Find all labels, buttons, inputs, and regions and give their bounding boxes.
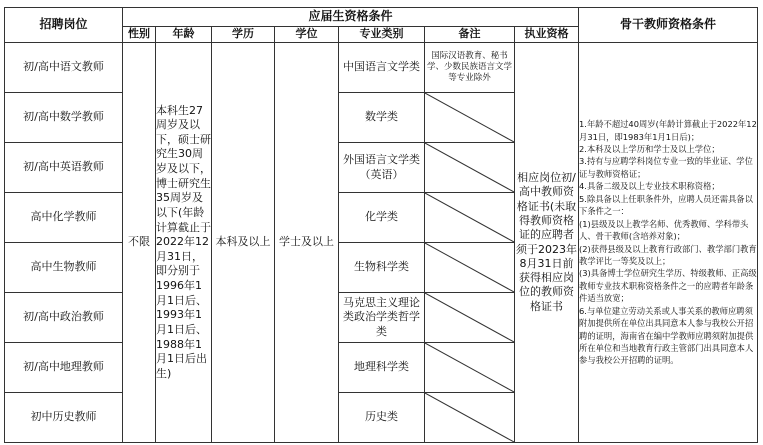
header-education: 学历 [212, 27, 275, 43]
major-cell: 数学类 [339, 93, 425, 143]
diagonal-slash [425, 393, 514, 442]
age-cell: 本科生27周岁及以下，硕士研究生30周岁及以下，博士研究生35周岁及以下(年龄计算截止于2022年12月31日，即分别于1996年1月1日后、1993年1月1日后、1988年1月1日后出生) [156, 43, 212, 443]
position-cell: 初中历史教师 [5, 393, 123, 443]
major-cell: 外国语言文学类（英语） [339, 143, 425, 193]
header-gender: 性别 [123, 27, 156, 43]
license-cell: 相应岗位初/高中教师资格证书(未取得教师资格证的应聘者须于2023年8月31日前获得相应岗位的教师资格证书 [515, 43, 579, 443]
header-graduate-conditions: 应届生资格条件 [123, 8, 579, 27]
recruitment-requirements-table [4, 7, 758, 443]
diagonal-slash [425, 193, 514, 242]
header-core-teacher-conditions: 骨干教师资格条件 [579, 8, 758, 43]
position-cell: 高中生物教师 [5, 243, 123, 293]
diagonal-slash [425, 343, 514, 392]
remark-empty-cell [425, 243, 515, 293]
major-cell: 马克思主义理论类政治学类哲学类 [339, 293, 425, 343]
header-position: 招聘岗位 [5, 8, 123, 43]
degree-cell: 学士及以上 [275, 43, 339, 443]
remark-empty-cell [425, 393, 515, 443]
remark-cell: 国际汉语教育、秘书学、少数民族语言文学等专业除外 [425, 43, 515, 93]
core-condition-item: 3.持有与应聘学科岗位专业一致的毕业证、学位证与教师资格证； [579, 156, 753, 179]
core-condition-item: 5.除具备以上任职条件外，应聘人员还需具备以下条件之一： [579, 193, 753, 217]
remark-empty-cell [425, 193, 515, 243]
remark-empty-cell [425, 293, 515, 343]
position-cell: 初/高中政治教师 [5, 293, 123, 343]
position-cell: 高中化学教师 [5, 193, 123, 243]
header-row-1 [5, 8, 758, 27]
diagonal-slash [425, 293, 514, 342]
position-cell: 初/高中英语教师 [5, 143, 123, 193]
core-condition-item: (1)县级及以上教学名师、优秀教师、学科带头人、骨干教师(含培养对象)； [579, 218, 749, 242]
core-condition-item: 4.具备二级及以上专业技术职称资格； [579, 181, 720, 192]
header-license: 执业资格 [515, 27, 579, 43]
position-cell: 初/高中数学教师 [5, 93, 123, 143]
major-cell: 历史类 [339, 393, 425, 443]
position-cell: 初/高中语文教师 [5, 43, 123, 93]
core-condition-item: (3)具备博士学位研究生学历、特级教师、正高级教师专业技术职称资格条件之一的应聘者年龄条件适当放宽； [579, 268, 757, 304]
header-age: 年龄 [156, 27, 212, 43]
header-degree: 学位 [275, 27, 339, 43]
diagonal-slash [425, 93, 514, 142]
remark-empty-cell [425, 343, 515, 393]
diagonal-slash [425, 243, 514, 292]
header-remark: 备注 [425, 27, 515, 43]
table-row [5, 43, 758, 93]
header-major: 专业类别 [339, 27, 425, 43]
diagonal-slash [425, 143, 514, 192]
major-cell: 中国语言文学类 [339, 43, 425, 93]
core-condition-item: (2)获得县级及以上教育行政部门、教学部门教育教学评比一等奖及以上； [579, 243, 757, 266]
remark-empty-cell [425, 143, 515, 193]
major-cell: 地理科学类 [339, 343, 425, 393]
gender-cell: 不限 [123, 43, 156, 443]
education-cell: 本科及以上 [212, 43, 275, 443]
major-cell: 生物科学类 [339, 243, 425, 293]
core-condition-item: 6.与单位建立劳动关系或人事关系的教师应聘须附加提供所在单位出具同意本人参与我校公开招聘的证明，海南省在编中学教师应聘须附加提供所在单位和当地教育行政主管部门出具同意本人参与我校公开招聘的证明。 [579, 305, 754, 366]
major-cell: 化学类 [339, 193, 425, 243]
remark-empty-cell [425, 93, 515, 143]
core-condition-item: 2.本科及以上学历和学士及以上学位； [579, 144, 720, 154]
core-condition-item: 1.年龄不超过40周岁(年龄计算截止于2022年12月31日，即1983年1月1日后)； [579, 119, 757, 142]
core-conditions-cell [579, 43, 758, 443]
position-cell: 初/高中地理教师 [5, 343, 123, 393]
